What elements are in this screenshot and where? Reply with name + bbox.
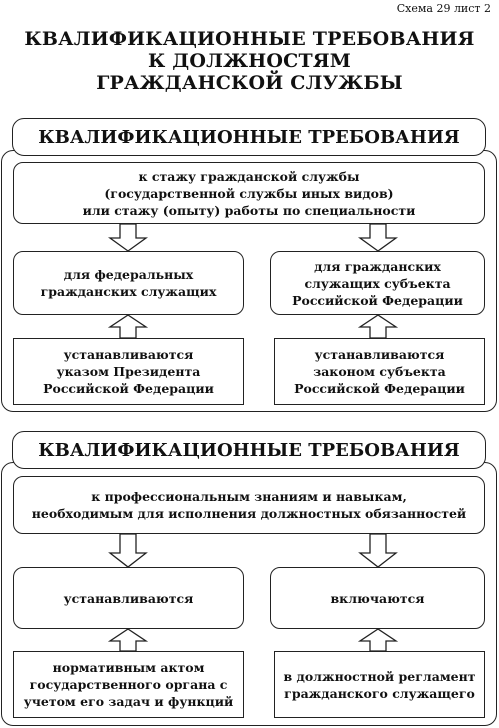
- block2-left-bottom-line-1: нормативным актом: [52, 660, 205, 675]
- block1-top-line-1: к стажу гражданской службы: [138, 168, 360, 184]
- title-line-3: ГРАЖДАНСКОЙ СЛУЖБЫ: [96, 72, 403, 94]
- block1-top-line-3: или стажу (опыту) работы по специальности: [82, 202, 416, 218]
- block1-right-mid-line-2: служащих субъекта: [304, 275, 451, 291]
- block1-left-bottom-line-3: Российской Федерации: [43, 381, 214, 396]
- block1-right-mid-line-1: для гражданских: [314, 258, 441, 274]
- block2-left-bottom-line-2: государственного органа с: [29, 677, 228, 692]
- block2-header: КВАЛИФИКАЦИОННЫЕ ТРЕБОВАНИЯ: [12, 431, 486, 469]
- arrow-down-icon: [360, 224, 396, 251]
- block1-header: КВАЛИФИКАЦИОННЫЕ ТРЕБОВАНИЯ: [12, 118, 486, 156]
- arrow-up-icon: [360, 315, 396, 338]
- block1-left-bottom-line-1: устанавливаются: [63, 347, 194, 362]
- block1-right-mid-line-3: Российской Федерации: [292, 292, 463, 308]
- block1-left-mid-line-1: для федеральных: [63, 267, 194, 282]
- block2-top-line-2: необходимым для исполнения должностных обязанностей: [31, 506, 467, 521]
- block2-top-line-1: к профессиональным знаниям и навыкам,: [91, 489, 407, 504]
- block1-right-bottom-line-3: Российской Федерации: [294, 381, 465, 396]
- arrow-up-icon: [110, 315, 146, 338]
- arrow-down-icon: [360, 534, 396, 567]
- block1-left-bottom-line-2: указом Президента: [56, 364, 201, 379]
- block1-left-mid-line-2: гражданских служащих: [40, 284, 217, 299]
- arrow-up-icon: [110, 629, 146, 651]
- block2-left-mid-line-1: устанавливаются: [63, 590, 194, 606]
- title-line-1: КВАЛИФИКАЦИОННЫЕ ТРЕБОВАНИЯ: [24, 28, 475, 50]
- arrow-up-icon: [360, 629, 396, 651]
- sheet-caption: Схема 29 лист 2: [396, 2, 491, 15]
- arrow-down-icon: [110, 534, 146, 567]
- block1-top-line-2: (государственной службы иных видов): [104, 185, 394, 201]
- title-line-2: К ДОЛЖНОСТЯМ: [147, 50, 352, 72]
- block2-right-mid-line-1: включаются: [330, 590, 425, 606]
- block1-right-bottom-line-2: законом субъекта: [313, 364, 446, 379]
- block2-left-bottom-line-3: учетом его задач и функций: [23, 694, 234, 709]
- block2-right-bottom-line-1: в должностной регламент: [283, 668, 476, 684]
- block1-right-bottom-line-1: устанавливаются: [314, 347, 445, 362]
- block2-right-bottom-line-2: гражданского служащего: [284, 685, 475, 701]
- arrow-down-icon: [110, 224, 146, 251]
